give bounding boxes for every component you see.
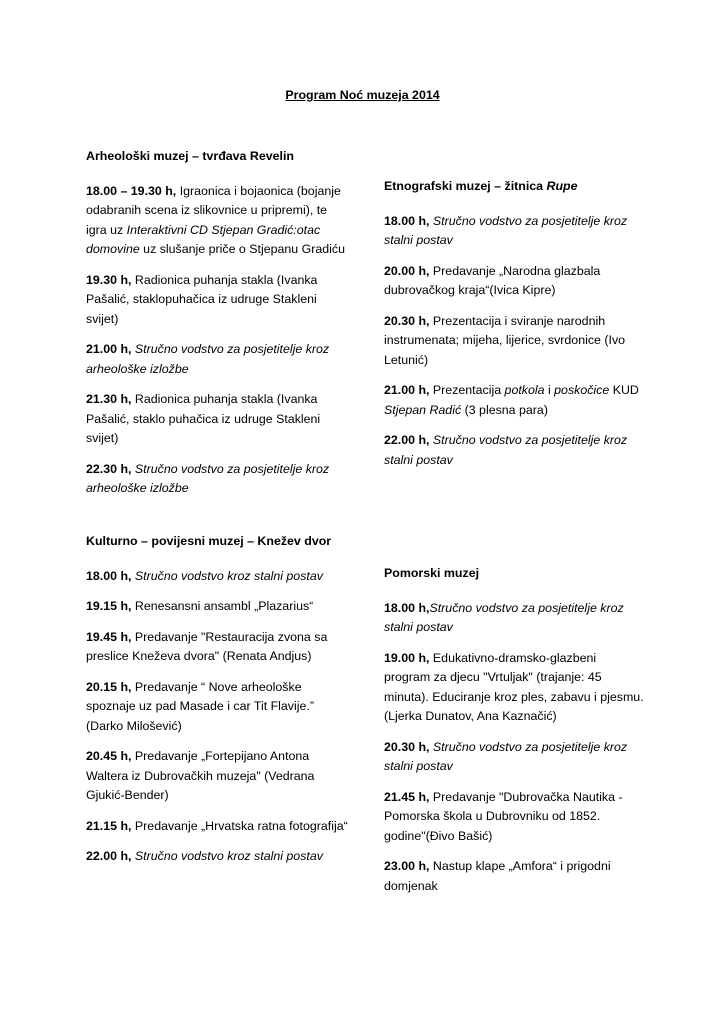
item-text-italic: Stručno vodstvo za posjetitelje kroz stalni postav bbox=[384, 739, 628, 773]
item-time: 19.45 h, bbox=[86, 629, 132, 644]
program-item bbox=[384, 738, 644, 777]
item-text-italic: Stručno vodstvo za posjetitelje kroz stalni postav bbox=[384, 213, 628, 247]
program-item bbox=[384, 381, 644, 420]
program-item bbox=[384, 788, 644, 847]
item-time: 21.15 h, bbox=[86, 818, 132, 833]
program-item bbox=[86, 597, 348, 617]
item-text-italic: Stručno vodstvo za posjetitelje kroz arheološke izložbe bbox=[86, 461, 330, 495]
item-text: Renesansni ansambl „Plazarius“ bbox=[131, 599, 314, 613]
program-item bbox=[384, 857, 644, 896]
item-time: 20.00 h, bbox=[384, 263, 430, 278]
item-text: Edukativno-dramsko-glazbeni program za djecu "Vrtuljak" (trajanje: 45 minuta). Educiranje kroz ples, zabavu i pjesmu. (Ljerka Dunatov, Ana Kaznačić) bbox=[384, 650, 644, 723]
section-heading: Kulturno – povijesni muzej – Knežev dvor bbox=[86, 534, 332, 548]
item-text-italic: Interaktivni CD Stjepan Gradić:otac domovine bbox=[86, 222, 321, 256]
item-time: 18.00 h, bbox=[86, 568, 132, 583]
program-item bbox=[86, 747, 348, 806]
section-heading-italic: Rupe bbox=[546, 179, 578, 193]
item-text-italic: Stručno vodstvo za posjetitelje kroz stalni postav bbox=[384, 433, 628, 467]
item-time: 20.15 h, bbox=[86, 679, 132, 694]
program-item bbox=[384, 599, 644, 638]
program-item bbox=[384, 649, 644, 727]
item-text: Nastup klape „Amfora“ i prigodni domjenak bbox=[384, 859, 611, 893]
section-kulturno-povijesni-muzej bbox=[86, 532, 348, 878]
program-item bbox=[86, 847, 348, 867]
program-item bbox=[86, 182, 348, 260]
item-text: Predavanje "Dubrovačka Nautika - Pomorska škola u Dubrovniku od 1852. godine"(Đivo Bašić) bbox=[384, 789, 623, 843]
item-text: Radionica puhanja stakla (Ivanka Pašalić, staklopuhačica iz udruge Stakleni svijet) bbox=[86, 272, 318, 326]
item-text: Igraonica i bojaonica (bojanje odabranih scena iz slikovnice u pripremi), te igra uz bbox=[86, 183, 341, 237]
item-time: 20.30 h, bbox=[384, 313, 430, 328]
item-time: 19.30 h, bbox=[86, 272, 132, 287]
section-arheoloski-muzej bbox=[86, 147, 348, 510]
item-time: 20.30 h, bbox=[384, 739, 430, 754]
item-text: Predavanje „Hrvatska ratna fotografija“ bbox=[131, 818, 348, 833]
item-text: (3 plesna para) bbox=[461, 402, 548, 417]
section-etnografski-muzej bbox=[384, 177, 644, 481]
item-text-italic: Stručno vodstvo kroz stalni postav bbox=[131, 849, 323, 863]
program-item bbox=[384, 431, 644, 470]
item-time: 20.45 h, bbox=[86, 749, 132, 763]
item-time: 19.00 h, bbox=[384, 650, 430, 665]
item-time: 23.00 h, bbox=[384, 859, 430, 873]
program-item bbox=[86, 460, 348, 499]
item-time: 21.00 h, bbox=[86, 342, 132, 356]
item-text-italic: Stjepan Radić bbox=[384, 402, 462, 417]
program-item bbox=[86, 678, 348, 737]
section-pomorski-muzej bbox=[384, 564, 644, 907]
item-text: i bbox=[544, 383, 555, 397]
program-item bbox=[86, 340, 348, 379]
item-text-italic: Stručno vodstvo za posjetitelje kroz arheološke izložbe bbox=[86, 342, 330, 376]
item-time: 21.45 h, bbox=[384, 789, 430, 804]
item-time: 21.30 h, bbox=[86, 392, 132, 406]
program-item bbox=[384, 312, 644, 371]
item-text-italic: potkola bbox=[504, 383, 545, 397]
program-item bbox=[86, 628, 348, 667]
item-text: Radionica puhanja stakla (Ivanka Pašalić, staklo puhačica iz udruge Stakleni svijet) bbox=[86, 392, 321, 445]
item-time: 18.00 h, bbox=[384, 213, 430, 228]
item-text: Predavanje „Narodna glazbala dubrovačkog kraja“(Ivica Kipre) bbox=[384, 263, 601, 297]
item-text-italic: Stručno vodstvo za posjetitelje kroz stalni postav bbox=[384, 600, 624, 634]
program-item bbox=[86, 271, 348, 330]
item-text-italic: poskočice bbox=[554, 383, 610, 397]
program-item bbox=[86, 390, 348, 449]
item-time: 18.00 – 19.30 h, bbox=[86, 183, 177, 198]
item-time: 19.15 h, bbox=[86, 599, 132, 613]
item-text: Predavanje "Restauracija zvona sa preslice Kneževa dvora" (Renata Andjus) bbox=[86, 629, 328, 663]
program-item bbox=[384, 212, 644, 251]
item-time: 22.00 h, bbox=[384, 433, 430, 447]
item-time: 22.30 h, bbox=[86, 461, 132, 476]
program-item bbox=[384, 262, 644, 301]
section-heading-text: Etnografski muzej – žitnica bbox=[384, 179, 547, 193]
section-heading: Pomorski muzej bbox=[384, 566, 480, 580]
program-item bbox=[86, 567, 348, 587]
item-text-italic: Stručno vodstvo kroz stalni postav bbox=[131, 568, 323, 583]
item-time: 21.00 h, bbox=[384, 383, 430, 397]
program-item bbox=[86, 817, 348, 837]
section-heading bbox=[384, 177, 644, 197]
item-time: 22.00 h, bbox=[86, 849, 132, 863]
page-title: Program Noć muzeja 2014 bbox=[285, 88, 440, 102]
item-text: uz slušanje priče o Stjepanu Gradiću bbox=[139, 242, 345, 256]
item-text: Predavanje “ Nove arheološke spoznaje uz pad Masade i car Tit Flavije.” (Darko Milošević) bbox=[86, 679, 314, 733]
item-text: Predavanje „Fortepijano Antona Waltera iz Dubrovačkih muzeja" (Vedrana Gjukić-Bender) bbox=[86, 749, 315, 802]
section-heading: Arheološki muzej – tvrđava Revelin bbox=[86, 149, 294, 163]
item-text: KUD bbox=[609, 383, 639, 397]
item-time: 18.00 h, bbox=[384, 600, 430, 615]
item-text: Prezentacija bbox=[429, 383, 505, 397]
item-text: Prezentacija i sviranje narodnih instrumenata; mijeha, lijerice, svrdonice (Ivo Letunić) bbox=[384, 313, 626, 367]
